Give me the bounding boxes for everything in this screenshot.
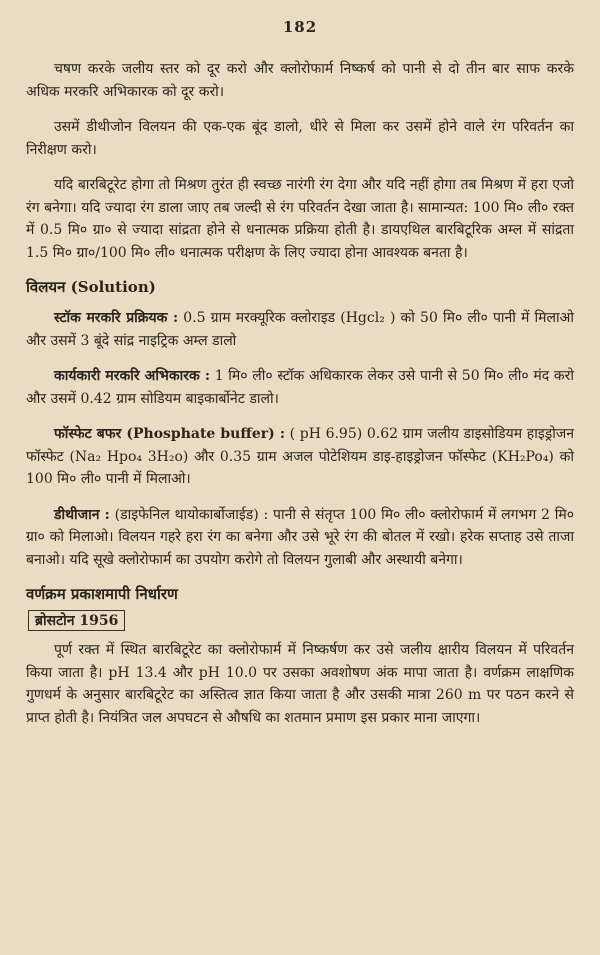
phosphate-buffer-label: फॉस्फेट बफर (Phosphate buffer) : <box>54 426 285 442</box>
dithizone-paragraph <box>26 504 574 572</box>
working-reagent-paragraph <box>26 365 574 410</box>
spectrophotometric-heading: वर्णक्रम प्रकाशमापी निर्धारण <box>26 585 178 603</box>
paragraph-spectro-method: पूर्ण रक्त में स्थित बारबिटूरेट का क्लोरोफार्म में निष्कर्षण कर उसे जलीय क्षारीय विलयन में परिवर्तन किया जाता है। pH 13.4 और pH 10.0 पर उसका अवशोषण अंक मापा जाता है। वर्णक्रम लाक्षणिक गुणधर्म के अनुसार बारबिटूरेट का अस्तित्व ज्ञात किया जाता है और उसकी मात्रा 260 m पर पठन करने से प्राप्त होती है। नियंत्रित जल अपघटन से औषधि का शतमान प्रमाण इस प्रकार माना जाएगा। <box>26 642 574 726</box>
paragraph-extraction: चषण करके जलीय स्तर को दूर करो और क्लोरोफार्म निष्कर्ष को पानी से दो तीन बार साफ करके अधिक मरकरि अभिकारक को दूर करो। <box>26 61 574 100</box>
solution-heading: विलयन (Solution) <box>26 278 156 296</box>
page-number: 182 <box>282 18 318 36</box>
working-reagent-text: 1 मि० ली० स्टॉक अधिकारक लेकर उसे पानी से 50 मि० ली० मंद करो और उसमें 0.42 ग्राम सोडियम बाइकार्बोनेट डालो। <box>26 368 574 407</box>
paragraph-result: यदि बारबिटूरेट होगा तो मिश्रण तुरंत ही स्वच्छ नारंगी रंग देगा और यदि नहीं होगा तब मिश्रण में हरा एजो रंग बनेगा। यदि ज्यादा रंग डाला जाए तब जल्दी से रंग परिवर्तन देखा जाता है। सामान्यत: 100 मि० ली० रक्त में 0.5 मि० ग्रा० से ज्यादा सांद्रता होने से धनात्मक प्रक्रिया होती है। डायएथिल बारबिटूरिक अम्ल में सांद्रता 1.5 मि० ग्रा०/100 मि० ली० धनात्मक परीक्षण के लिए ज्यादा होना आवश्यक बनता है। <box>26 177 574 261</box>
dithizone-text: (डाइफेनिल थायोकार्बोजाईड) : पानी से संतृप्त 100 मि० ली० क्लोरोफार्म में लगभग 2 मि० ग्रा० को मिलाओ। विलयन गहरे हरा रंग का बनेगा और उसे भूरे रंग की बोतल में रखो। हरेक सप्ताह उसे ताजा बनाओ। यदि सूखे क्लोरोफार्म का उपयोग करोगे तो विलयन गुलाबी और अस्थायी बनेगा। <box>26 506 575 568</box>
stock-reagent-label: स्टॉक मरकरि प्रक्रियक : <box>54 310 179 326</box>
stock-reagent-text: 0.5 ग्राम मरक्यूरिक क्लोराइड (Hgcl₂ ) को 50 मि० ली० पानी में मिलाओ और उसमें 3 बूंदे सांद्र नाइट्रिक अम्ल डालो <box>26 310 574 349</box>
dithizone-label: डीथीजान : <box>54 506 110 523</box>
working-reagent-label: कार्यकारी मरकरि अभिकारक : <box>54 368 210 384</box>
reference-box: ब्रोसटोन 1956 <box>28 610 125 631</box>
stock-reagent-paragraph <box>26 307 574 352</box>
phosphate-buffer-paragraph <box>26 423 574 491</box>
paragraph-dithizone-drops: उसमें डीथीजोन विलयन की एक-एक बूंद डालो, धीरे से मिला कर उसमें होने वाले रंग परिवर्तन का निरीक्षण करो। <box>26 119 574 158</box>
phosphate-buffer-text: ( pH 6.95) 0.62 ग्राम जलीय डाइसोडियम हाइड्रोजन फॉस्फेट (Na₂ Hpo₄ 3H₂o) और 0.35 ग्राम अजल पोटेशियम डाइ-हाइड्रोजन फॉस्फेट (KH₂Po₄) को 100 मि० ली० पानी में मिलाओ। <box>26 426 575 487</box>
